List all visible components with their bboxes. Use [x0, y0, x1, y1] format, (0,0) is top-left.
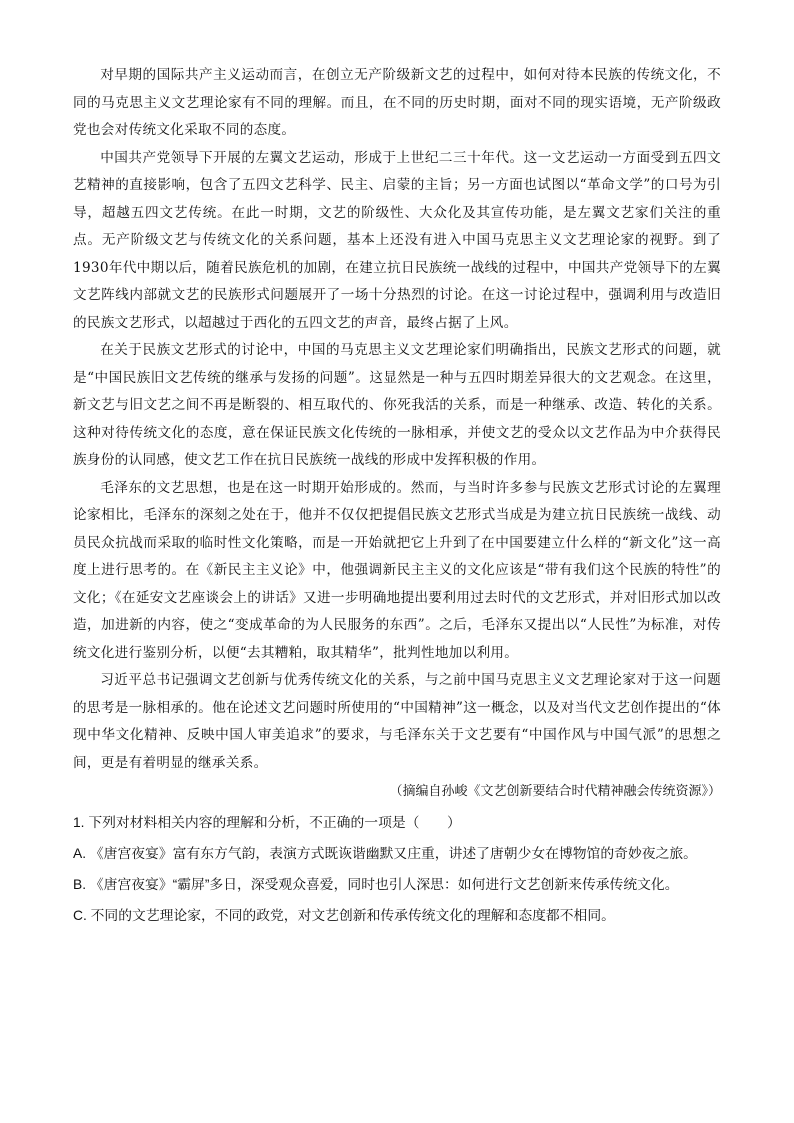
- article-paragraph-2: 中国共产党领导下开展的左翼文艺运动，形成于上世纪二三十年代。这一文艺运动一方面受到五四文艺精神的直接影响，包含了五四文艺科学、民主、启蒙的主旨；另一方面也试图以“革命文学”的口号为引导，超越五四文艺传统。在此一时期，文艺的阶级性、大众化及其宣传功能，是左翼文艺家们关注的重点。无产阶级文艺与传统文化的关系问题，基本上还没有进入中国马克思主义文艺理论家的视野。到了1930年代中期以后，随着民族危机的加剧，在建立抗日民族统一战线的过程中，中国共产党领导下的左翼文艺阵线内部就文艺的民族形式问题展开了一场十分热烈的讨论。在这一讨论过程中，强调利用与改造旧的民族文艺形式，以超越过于西化的五四文艺的声音，最终占据了上风。: [73, 149, 721, 331]
- option-a: A. 《唐宫夜宴》富有东方气韵，表演方式既诙谐幽默又庄重，讲述了唐朝少女在博物馆的奇妙夜之旅。: [73, 846, 697, 861]
- article-paragraph-3: 在关于民族文艺形式的讨论中，中国的马克思主义文艺理论家们明确指出，民族文艺形式的问题，就是“中国民族旧文艺传统的继承与发扬的问题”。这显然是一种与五四时期差异很大的文艺观念。在这里，新文艺与旧文艺之间不再是断裂的、相互取代的、你死我活的关系，而是一种继承、改造、转化的关系。这种对待传统文化的态度，意在保证民族文化传统的一脉相承，并使文艺的受众以文艺作品为中介获得民族身份的认同感，使文艺工作在抗日民族统一战线的形成中发挥积极的作用。: [73, 342, 721, 468]
- option-c: C. 不同的文艺理论家，不同的政党，对文艺创新和传承传统文化的理解和态度都不相同。: [73, 908, 615, 923]
- article-paragraph-4: 毛泽东的文艺思想，也是在这一时期开始形成的。然而，与当时许多参与民族文艺形式讨论的左翼理论家相比，毛泽东的深刻之处在于，他并不仅仅把提倡民族文艺形式当成是为建立抗日民族统一战线、动员民众抗战而采取的临时性文化策略，而是一开始就把它上升到了在中国要建立什么样的“新文化”这一高度上进行思考的。在《新民主主义论》中，他强调新民主主义的文化应该是“带有我们这个民族的特性”的文化；《在延安文艺座谈会上的讲话》又进一步明确地提出要利用过去时代的文艺形式，并对旧形式加以改造，加进新的内容，使之“变成革命的为人民服务的东西”。之后，毛泽东又提出以“人民性”为标准，对传统文化进行鉴别分析，以便“去其糟粕，取其精华”，批判性地加以利用。: [73, 479, 721, 661]
- document-page: [73, 62, 721, 931]
- article-paragraph-5: 习近平总书记强调文艺创新与优秀传统文化的关系，与之前中国马克思主义文艺理论家对于这一问题的思考是一脉相承的。他在论述文艺问题时所使用的“中国精神”这一概念，以及对当代文艺创作提出的“体现中华文化精神、反映中国人审美追求”的要求，与毛泽东关于文艺要有“中国作风与中国气派”的思想之间，更是有着明显的继承关系。: [73, 672, 721, 771]
- option-b: B. 《唐宫夜宴》“霸屏”多日，深受观众喜爱，同时也引人深思：如何进行文艺创新来传承传统文化。: [73, 877, 679, 892]
- article-paragraph-1: 对早期的国际共产主义运动而言，在创立无产阶级新文艺的过程中，如何对待本民族的传统文化，不同的马克思主义文艺理论家有不同的理解。而且，在不同的历史时期，面对不同的现实语境，无产阶级政党也会对传统文化采取不同的态度。: [73, 67, 721, 138]
- question-block: [73, 807, 721, 931]
- article-source: （摘编自孙峻《文艺创新要结合时代精神融会传统资源》）: [389, 784, 721, 799]
- question-stem: 1. 下列对材料相关内容的理解和分析，不正确的一项是（ ）: [73, 815, 461, 830]
